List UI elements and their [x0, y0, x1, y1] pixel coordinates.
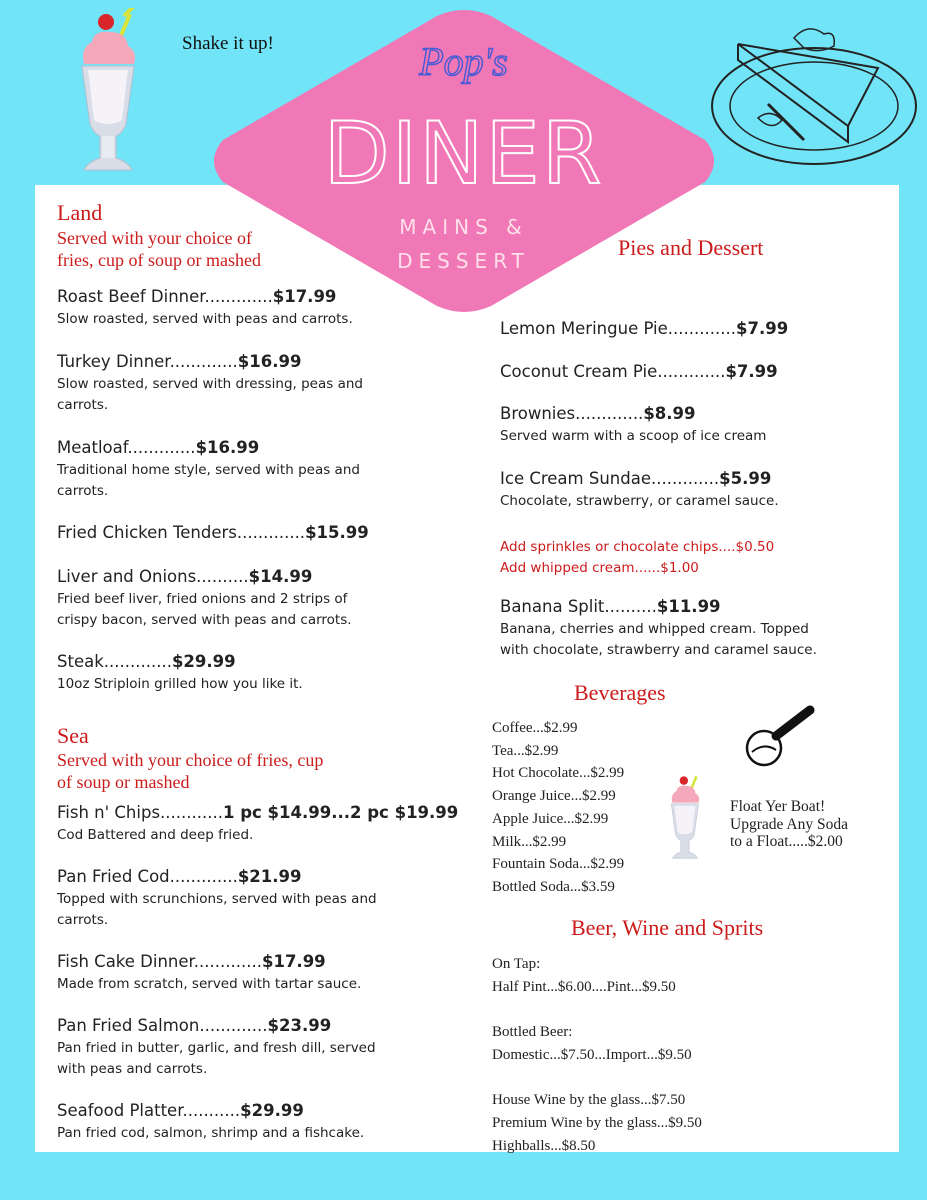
beverages-title: Beverages [574, 680, 666, 705]
menu-item [500, 597, 817, 661]
item-label: Steak............. [57, 652, 172, 671]
beverages-list [492, 717, 624, 899]
float-note-line: to a Float.....$2.00 [730, 833, 843, 850]
item-desc: Topped with scrunchions, served with peas and [57, 891, 377, 907]
menu-item [57, 567, 352, 631]
land-title: Land [57, 200, 103, 225]
item-desc: with chocolate, strawberry and caramel sauce. [500, 642, 817, 658]
item-label: Fish n' Chips............ [57, 803, 223, 822]
item-desc: Made from scratch, served with tartar sauce. [57, 976, 362, 992]
menu-item [57, 523, 369, 542]
item-price: $29.99 [171, 652, 236, 671]
item-price: $29.99 [240, 1101, 304, 1120]
beverage-item: Apple Juice...$2.99 [492, 810, 609, 827]
item-price: $7.99 [725, 362, 778, 381]
beverage-item: Hot Chocolate...$2.99 [492, 765, 625, 782]
ice-cream-scoop-icon [744, 702, 818, 768]
sea-subtitle-line: of soup or mashed [57, 772, 190, 792]
item-price: $21.99 [237, 867, 302, 886]
item-price: $17.99 [261, 952, 326, 971]
logo-sub-line2: DESSERT [397, 249, 530, 273]
spirits-line: Half Pint...$6.00....Pint...$9.50 [492, 978, 676, 995]
item-label: Fried Chicken Tenders............. [57, 523, 306, 542]
item-label: Liver and Onions.......... [57, 567, 249, 586]
spirits-line: Domestic...$7.50...Import...$9.50 [492, 1046, 692, 1063]
addon-line: Add sprinkles or chocolate chips....$0.50 [500, 539, 775, 555]
menu-item [57, 1016, 376, 1080]
item-desc: Served warm with a scoop of ice cream [500, 428, 767, 444]
beverage-item: Tea...$2.99 [492, 742, 559, 759]
menu-item [57, 438, 360, 502]
addon-line: Add whipped cream......$1.00 [500, 560, 699, 576]
menu-item [500, 362, 778, 381]
item-label: Coconut Cream Pie............. [500, 362, 726, 381]
menu-item [57, 1101, 364, 1144]
spirits-line: Highballs...$8.50 [492, 1137, 596, 1154]
pies-title: Pies and Dessert [618, 235, 764, 260]
item-price: $17.99 [272, 287, 337, 306]
item-desc: Fried beef liver, fried onions and 2 strips of [57, 591, 348, 607]
item-name [57, 287, 353, 306]
logo-main-text: DINER [323, 104, 604, 204]
item-price: $7.99 [735, 319, 789, 338]
item-desc: crispy bacon, served with peas and carrots. [57, 612, 352, 628]
item-desc: with peas and carrots. [57, 1061, 208, 1077]
menu-item [500, 469, 779, 512]
item-desc: 10oz Striploin grilled how you like it. [57, 676, 303, 692]
spirits-list [492, 953, 702, 1157]
logo-sub-line1: MAINS & [399, 215, 528, 239]
item-desc: Cod Battered and deep fried. [57, 827, 254, 843]
menu-item [500, 404, 766, 447]
item-desc: carrots. [57, 397, 109, 413]
item-desc: carrots. [57, 483, 109, 499]
float-note [730, 798, 848, 851]
logo-script-text: Pop's [419, 39, 508, 84]
spacer [492, 1067, 702, 1090]
item-price: $5.99 [719, 469, 772, 488]
spirits-line: Premium Wine by the glass...$9.50 [492, 1114, 702, 1131]
item-desc: Pan fried in butter, garlic, and fresh dill, served [57, 1040, 376, 1056]
item-price: $14.99 [248, 567, 313, 586]
menu-item [500, 319, 788, 338]
item-label: Banana Split.......... [500, 597, 657, 616]
menu-item [57, 803, 458, 846]
sea-title: Sea [57, 723, 89, 748]
item-price: $23.99 [267, 1016, 332, 1035]
beverage-item: Fountain Soda...$2.99 [492, 856, 625, 873]
item-price: $16.99 [195, 438, 260, 457]
beverage-item: Milk...$2.99 [492, 833, 567, 850]
beverage-item: Bottled Soda...$3.59 [492, 878, 615, 895]
milkshake-icon [666, 768, 708, 872]
menu-item [57, 287, 353, 330]
item-label: Turkey Dinner............. [57, 352, 238, 371]
beverage-item: Coffee...$2.99 [492, 720, 578, 736]
item-label: Pan Fried Cod............. [57, 867, 238, 886]
spirits-line: On Tap: [492, 956, 541, 972]
item-label: Lemon Meringue Pie............. [500, 319, 736, 338]
land-subtitle [57, 227, 261, 271]
item-desc: Traditional home style, served with peas and [57, 462, 360, 478]
item-label: Brownies............. [500, 404, 644, 423]
item-desc: carrots. [57, 912, 109, 928]
beverage-item: Orange Juice...$2.99 [492, 788, 616, 805]
item-label: Roast Beef Dinner............. [57, 287, 273, 306]
spirits-line: Bottled Beer: [492, 1024, 573, 1041]
item-price: 1 pc $14.99...2 pc $19.99 [222, 803, 459, 822]
item-label: Seafood Platter........... [57, 1101, 241, 1120]
sea-subtitle [57, 749, 323, 793]
menu-item [57, 652, 303, 695]
tagline: Shake it up! [182, 33, 274, 54]
land-subtitle-line: fries, cup of soup or mashed [57, 250, 261, 270]
item-price: $11.99 [656, 597, 721, 616]
item-desc: Chocolate, strawberry, or caramel sauce. [500, 493, 779, 509]
menu-item [57, 352, 363, 416]
menu-item [57, 867, 377, 931]
land-subtitle-line: Served with your choice of [57, 228, 252, 248]
item-label: Fish Cake Dinner............. [57, 952, 262, 971]
item-price: $16.99 [237, 352, 302, 371]
float-note-line: Upgrade Any Soda [730, 815, 848, 833]
pie-slice-icon [708, 8, 922, 168]
item-desc: Slow roasted, served with dressing, peas and [57, 376, 363, 392]
item-label: Meatloaf............. [57, 438, 196, 457]
spirits-title: Beer, Wine and Sprits [571, 915, 764, 940]
item-price: $8.99 [643, 404, 696, 423]
item-price: $15.99 [305, 523, 369, 542]
item-desc: Banana, cherries and whipped cream. Topped [500, 621, 809, 637]
menu-item [57, 952, 361, 995]
item-desc: Pan fried cod, salmon, shrimp and a fishcake. [57, 1125, 365, 1141]
item-label: Pan Fried Salmon............. [57, 1016, 268, 1035]
dessert-addons [500, 537, 774, 579]
item-desc: Slow roasted, served with peas and carrots. [57, 311, 353, 327]
item-label: Ice Cream Sundae............. [500, 469, 720, 488]
sea-subtitle-line: Served with your choice of fries, cup [57, 750, 324, 770]
spirits-line: House Wine by the glass...$7.50 [492, 1092, 686, 1109]
spacer [492, 998, 702, 1021]
float-note-line: Float Yer Boat! [730, 798, 826, 815]
